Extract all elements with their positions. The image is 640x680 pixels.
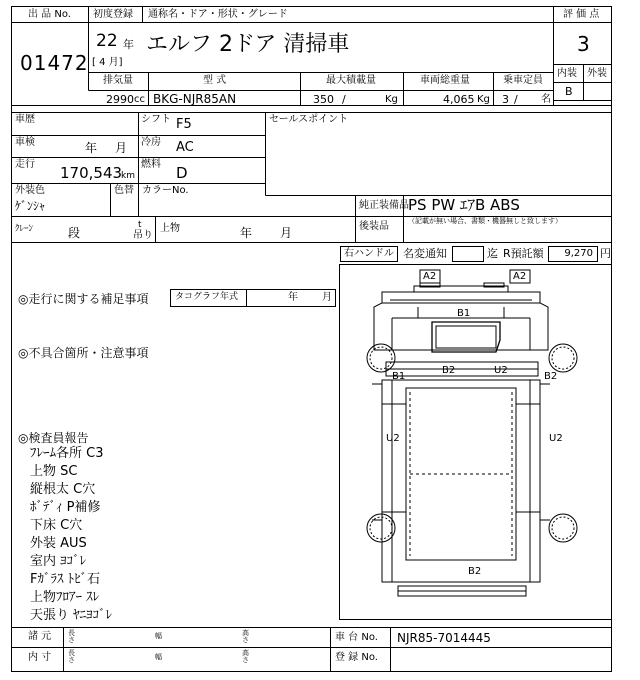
registration-month: [ 4 月] <box>92 57 123 68</box>
inspector-item: 下床 C穴 <box>30 518 83 533</box>
registration-no-label: 登 録 No. <box>335 652 378 663</box>
max-load-label: 最大積載量 <box>326 75 376 86</box>
tachograph-month: 月 <box>322 292 332 303</box>
model-name: エルフ 2ドア 清掃車 <box>146 32 350 57</box>
inspection-month: 月 <box>115 141 128 155</box>
mileage-value: 170,543 <box>60 164 123 182</box>
interior-grade-label: 内装 <box>557 68 577 79</box>
crane-stage: 段 <box>68 226 81 240</box>
first-registration-label: 初度登録 <box>93 9 133 20</box>
recycle-deposit-unit: 円 <box>600 247 611 260</box>
fuel-label: 燃料 <box>141 159 161 170</box>
model-name-label: 通称名・ドア・形状・グレード <box>148 9 288 20</box>
mileage-label: 走行 <box>15 159 35 170</box>
mileage-unit: km <box>121 171 135 181</box>
inspection-year: 年 <box>85 141 98 155</box>
grade-label: 評 価 点 <box>563 9 600 20</box>
registration-year: 22 <box>96 31 118 51</box>
fuel-value: D <box>176 164 188 182</box>
inspector-item: Fｶﾞﾗｽ ﾄﾋﾞ石 <box>30 572 101 587</box>
width-label: 幅 <box>155 632 162 640</box>
upper-body-month: 月 <box>280 226 293 240</box>
capacity-slash: / <box>514 93 518 106</box>
upper-body-year: 年 <box>240 226 253 240</box>
front-left-wheel <box>367 344 395 372</box>
inner-width-label: 幅 <box>155 653 162 661</box>
windshield-inner <box>436 326 496 348</box>
displacement-label: 排気量 <box>103 75 133 86</box>
sales-point-label: セールスポイント <box>269 114 349 125</box>
exterior-grade-label: 外装 <box>587 68 607 79</box>
mark-u2-left: U2 <box>386 433 400 444</box>
inspector-item: ﾎﾞﾃﾞｨ P補修 <box>30 500 101 515</box>
inspection-label: 車検 <box>15 137 35 148</box>
ac-value: AC <box>176 140 194 155</box>
crane-label: ｸﾚｰﾝ <box>15 224 34 234</box>
max-load-unit: Kg <box>385 94 398 105</box>
recycle-deposit-label: R預託額 <box>503 247 544 260</box>
crane-hang: 吊り <box>133 230 153 241</box>
handle-position: 右ハンドル <box>344 248 394 259</box>
max-load-slash: / <box>342 93 346 106</box>
inspector-item: 上物 SC <box>30 464 78 479</box>
inner-dimensions-label: 内 寸 <box>28 652 52 663</box>
front-right-wheel <box>549 344 577 372</box>
defects-label: ◎不具合箇所・注意事項 <box>18 346 149 360</box>
mark-u2-right: U2 <box>549 433 563 444</box>
aftermarket-note: （記載が無い場合、書類・機器無しと致します） <box>408 217 562 225</box>
lot-number: 01472 <box>20 51 89 75</box>
inner-length-label: 長さ <box>68 649 75 664</box>
recycle-deposit-value: 9,270 <box>564 248 593 259</box>
history-label: 車歴 <box>15 114 35 125</box>
overall-grade: 3 <box>577 32 590 56</box>
tachograph-label: タコグラフ年式 <box>175 292 239 302</box>
driving-notes-label: ◎走行に関する補足事項 <box>18 292 149 306</box>
capacity-unit: 名 <box>541 94 551 105</box>
inspector-item: 室内 ﾖｺﾞﾚ <box>30 554 87 569</box>
mark-b1-top: B1 <box>457 308 471 319</box>
cargo-dash-lines <box>410 392 512 556</box>
ac-label: 冷房 <box>141 137 161 148</box>
capacity-value: 3 <box>502 93 509 106</box>
crane-ton: t <box>138 220 142 230</box>
shift-label: シフト <box>141 114 171 125</box>
name-change-label: 名変通知 <box>403 247 447 260</box>
equipment-label: 純正装備品 <box>359 200 409 211</box>
length-label: 長さ <box>68 629 75 644</box>
upper-body-label: 上物 <box>160 223 180 234</box>
max-load-value: 350 <box>313 93 334 106</box>
color-code-label: カラーNo. <box>142 185 189 196</box>
chassis-number: NJR85-7014445 <box>397 631 491 645</box>
cab-roof-line <box>382 300 540 303</box>
type-label: 型 式 <box>203 75 227 86</box>
gross-weight-label: 車両総重量 <box>420 75 470 86</box>
cargo-side-rails <box>392 380 530 582</box>
interior-grade: B <box>565 85 573 98</box>
equipment-value: PS PW ｴｱB ABS <box>408 196 520 214</box>
mark-a2-left: A2 <box>423 271 437 282</box>
rear-right-wheel <box>549 514 577 542</box>
inspector-item: 外装 AUS <box>30 536 87 551</box>
mark-a2-right: A2 <box>513 271 527 282</box>
chassis-label: 車 台 No. <box>335 632 378 643</box>
capacity-label: 乗車定員 <box>503 75 543 86</box>
inspector-item: ﾌﾚｰﾑ各所 C3 <box>30 446 104 461</box>
tachograph-year: 年 <box>288 292 298 303</box>
mark-b2-right: B2 <box>544 371 558 382</box>
displacement-unit: cc <box>134 94 145 105</box>
recycle-prefix: 迄 <box>487 247 498 260</box>
inspector-item: 上物ﾌﾛｱｰ ｽﾚ <box>30 590 100 605</box>
dimensions-label: 諸 元 <box>28 631 52 642</box>
mark-b1-left: B1 <box>392 371 406 382</box>
height-label: 高さ <box>242 629 249 644</box>
cab-doors <box>392 318 530 350</box>
registration-year-unit: 年 <box>123 38 134 51</box>
mark-b2-bottom: B2 <box>468 566 482 577</box>
cab-outline <box>374 292 548 350</box>
inspector-report-label: ◎検査員報告 <box>18 431 89 445</box>
inspector-item: 天張り ﾔﾆﾖｺﾞﾚ <box>30 608 113 623</box>
mark-u2-center: U2 <box>494 365 508 376</box>
type-value: BKG-NJR85AN <box>153 92 237 106</box>
lot-no-label: 出 品 No. <box>28 9 71 20</box>
shift-value: F5 <box>176 117 192 132</box>
exterior-color-label: 外装色 <box>15 185 45 196</box>
displacement-value: 2990 <box>106 93 134 106</box>
color-change-label: 色替 <box>114 185 134 196</box>
inner-height-label: 高さ <box>242 649 249 664</box>
gross-weight-value: 4,065 <box>443 93 475 106</box>
inspector-item: 縦根太 C穴 <box>30 482 96 497</box>
mark-b2-center: B2 <box>442 365 456 376</box>
aftermarket-label: 後装品 <box>359 221 389 232</box>
exterior-color: ｹﾞﾝｼｬ <box>15 199 46 213</box>
rear-left-wheel <box>367 514 395 542</box>
gross-weight-unit: Kg <box>477 94 490 105</box>
